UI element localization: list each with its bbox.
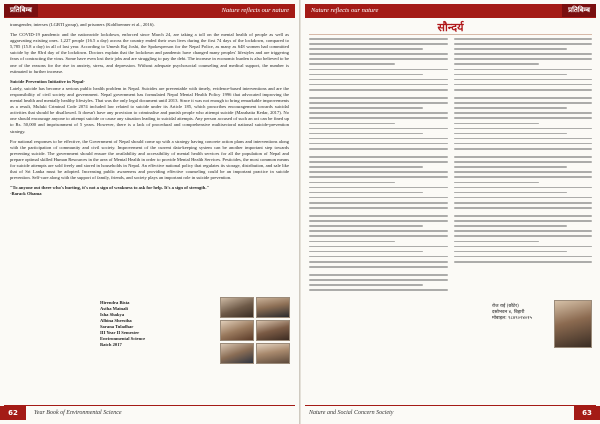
poem-text-line (309, 202, 448, 204)
poem-text-line (309, 225, 423, 227)
author-line: Albina Shrestha (100, 318, 132, 323)
poem-text-line (309, 187, 448, 189)
poem-text-line (309, 197, 448, 199)
poem-text-line (309, 230, 448, 232)
poem-text-line (454, 161, 593, 163)
poem-text-line (309, 63, 395, 65)
poem-text-line (454, 97, 593, 99)
poem-text-line (309, 256, 448, 258)
author-photo (256, 297, 290, 318)
poem-text-line (454, 166, 568, 168)
author-line: Sarana Tuladhar (100, 324, 134, 329)
poem-text-line (309, 207, 448, 209)
author-photo (220, 320, 254, 341)
header-tagline: Nature reflects our nature (38, 4, 295, 17)
poem-text-line (309, 171, 448, 173)
author-line: Isha Shakya (100, 312, 125, 317)
poem-text-line (309, 241, 395, 243)
poem-text-line (309, 274, 448, 276)
poet-photo (554, 300, 592, 348)
poem-text-line (454, 48, 568, 50)
paragraph-covid: The COVID-19 pandemic and the nationwide lockdown, enforced since March 24, are taking a toll on the mental health of people as well as aggravating existing ones. 1,227 people (16.5 a day) across the country ended their own lives during the first 74 days of the lockdown, compared to 5,785 (15.8 a day) in all of last year. According to Umesh Raj Joshi, the Spokesperson for the Nepal Police, as many as 648 women had committed suicide by the 83rd day of the lockdown. Doctors explain that the lockdown and pandemic have changed many peoples' lifestyles and are triggering fears of contracting the virus. Some have even lost their jobs and are struggling to pay the debt. The increase in economic burden is also believed to be one of the reasons for the rise in anxiety, stress, and depression. Without adequate psychosocial counseling and medical support, the number is estimated to further increase. (10, 32, 289, 74)
poem-text-line (454, 225, 568, 227)
poem-text-line (309, 156, 448, 158)
right-footer (301, 406, 600, 420)
poem-text-line (454, 74, 568, 76)
poem-text-line (454, 256, 593, 258)
poem-text-line (309, 84, 448, 86)
author-line: Hirendra Bista (100, 300, 130, 305)
paragraph-response: For national responses to be effective, the Government of Nepal should come up with a strategy having concrete action plans and interventions along with the participation of community and civil society. Improvement of the current data-keeping system can be another important step towards preventing suicide. The government should ensure the availability and accessibility of mental health services for all the population of Nepal and prepare optimal skilled Human Resources in the area of Mental Health in order to provide Mental Health Services. Pesticides, the most common means for suicide attempts are sold freely and stored in households in Nepal. An effective national policy that regulates its storage, distribution, and sale like that of Sri Lanka must be adopted. Increasing public awareness and providing effective counseling could be an important practice in suicide prevention. Self-care along with the support of family, friends, and society plays an important role in suicide prevention. (10, 138, 289, 181)
poem-column-left (309, 38, 448, 295)
poem-column-right (454, 38, 593, 295)
poem-text-line (309, 261, 448, 263)
poem-text-line (454, 128, 593, 130)
poem-text-line (454, 123, 540, 125)
poem-text-line (309, 266, 448, 268)
poem-text-line (454, 182, 540, 184)
brand-logo: प्रतिबिम्ब (4, 4, 38, 17)
header-divider (4, 17, 295, 18)
poem-text-line (454, 53, 593, 55)
author-line: Environmental Science (100, 336, 146, 341)
poem-text-line (454, 43, 593, 45)
author-list (100, 300, 210, 348)
page-number: 63 (574, 406, 600, 420)
poem-text-line (454, 202, 593, 204)
poem-text-line (309, 246, 448, 248)
poem-text-line (454, 251, 568, 253)
author-photos (220, 297, 292, 364)
poet-name: रोज राई (छौटेर) (492, 304, 519, 309)
poem-text-line (309, 284, 423, 286)
poem-text-line (454, 241, 540, 243)
poem-text-line (454, 117, 593, 119)
poem-text-line (454, 187, 593, 189)
poem-text-line (309, 74, 423, 76)
article-body (10, 22, 289, 197)
poem-text-line (454, 89, 593, 91)
page-number: 62 (0, 406, 26, 420)
author-line: Batch 2017 (100, 342, 122, 347)
poem-text-line (309, 133, 423, 135)
poem-text-line (309, 251, 423, 253)
poem-text-line (309, 79, 448, 81)
poem-text-line (454, 235, 593, 237)
opening-line: transgender, intersex (LGBTI group), and prisoners (Kohlbrenner et al., 2016). (10, 22, 155, 27)
poem-text-line (454, 79, 593, 81)
poem-text-line (454, 102, 593, 104)
quote-text: "To anyone out there who's hurting, it's not a sign of weakness to ask for help. It's a sign of strength." (10, 185, 210, 191)
poem-columns (309, 38, 592, 295)
poem-text-line (309, 182, 395, 184)
poet-info (492, 300, 551, 348)
poet-address: दस्रोभवन ४, बिहारी (492, 310, 525, 315)
poem-text-line (309, 289, 448, 291)
poem-text-line (309, 166, 423, 168)
poem-text-line (309, 97, 448, 99)
poem-text-line (309, 192, 423, 194)
poem-text-line (454, 107, 568, 109)
poem-text-line (454, 171, 593, 173)
poem-text-line (454, 143, 593, 145)
right-page (300, 0, 600, 424)
left-header (4, 4, 295, 17)
poet-block (492, 300, 592, 348)
poem-text-line (309, 138, 448, 140)
poem-text-line (454, 215, 593, 217)
poem-text-line (454, 192, 568, 194)
poem-text-line (454, 207, 593, 209)
paragraph-policy: Lately, suicide has become a serious public health problem in Nepal. Suicides are preventable with timely, evidence-based interventions and are the responsibility of civil society and government. Nepal government has formulated Nepal Mental Health Policy 1996 that advocated improving the mental health and mentally healthy lifestyles. That was the only legal document until 2013. Since it was not enough to bring remarkable improvements as a result, Muluki Criminal Code 2074 included law related to suicide under its Article 185, which proscribes encouragement towards suicidal activities that should be disallowed. It doesn't have any provision to criminalise and punish people who attempt suicide (Marahatta Kedar, 2017). No one should encourage anyone to attempt suicide or cause any situation leading to suicidal attempts. Any person accused of such an act can be fined up to Rs. 50,000 and imprisonment of 5 years. However, there is a lack of procedural and comprehensive multisectoral national suicide-prevention strategy. (10, 85, 289, 134)
poem-text-line (309, 58, 448, 60)
poem-text-line (454, 58, 593, 60)
poem-text-line (309, 235, 448, 237)
poem-text-line (309, 102, 448, 104)
poem-text-line (454, 38, 593, 40)
poem-text-line (309, 143, 448, 145)
poem-text-line (454, 230, 593, 232)
poet-phone: मोबाइल: ९८४९०२४०१५ (492, 316, 533, 321)
poem-text-line (309, 123, 395, 125)
poem-text-line (454, 112, 593, 114)
author-line: Astha Mainali (100, 306, 128, 311)
poem-text-line (309, 48, 423, 50)
poem-text-line (309, 220, 448, 222)
poem-text-line (454, 197, 593, 199)
author-photo (220, 343, 254, 364)
poem-text-line (309, 112, 448, 114)
author-line: III Year II Semester (100, 330, 140, 335)
author-photo (256, 320, 290, 341)
poem-text-line (309, 53, 448, 55)
section-heading: Suicide Prevention Initiative in Nepal- (10, 78, 85, 84)
poem-text-line (454, 84, 593, 86)
poem-text-line (454, 138, 593, 140)
poem-text-line (309, 117, 448, 119)
poem-text-line (454, 261, 593, 263)
footer-title: Nature and Social Concern Society (309, 410, 394, 416)
poem-text-line (309, 89, 448, 91)
poem-text-line (454, 148, 593, 150)
footer-title: Year Book of Environmental Science (34, 410, 122, 416)
poem-text-line (309, 43, 448, 45)
poem-text-line (454, 246, 593, 248)
right-header (305, 4, 596, 17)
poem-text-line (309, 279, 448, 281)
poem-text-line (309, 38, 448, 40)
author-photo (220, 297, 254, 318)
brand-logo: प्रतिबिम्ब (562, 4, 596, 17)
poem-text-line (309, 128, 448, 130)
poem-text-line (309, 176, 448, 178)
header-tagline: Nature reflects our nature (305, 4, 562, 17)
poem-text-line (309, 69, 448, 71)
title-divider (309, 34, 592, 35)
poem-text-line (309, 148, 448, 150)
poem-text-line (309, 161, 448, 163)
poem-text-line (454, 156, 593, 158)
poem-text-line (454, 69, 593, 71)
quote-author: -Barack Obama (10, 191, 42, 197)
poem-text-line (454, 63, 540, 65)
left-footer (0, 406, 299, 420)
poem-text-line (454, 133, 568, 135)
header-divider (305, 17, 596, 18)
author-photo (256, 343, 290, 364)
poem-text-line (309, 215, 448, 217)
poem-title: सौन्दर्य (437, 21, 464, 34)
poem-text-line (309, 107, 423, 109)
poem-text-line (454, 176, 593, 178)
poem-text-line (454, 220, 593, 222)
